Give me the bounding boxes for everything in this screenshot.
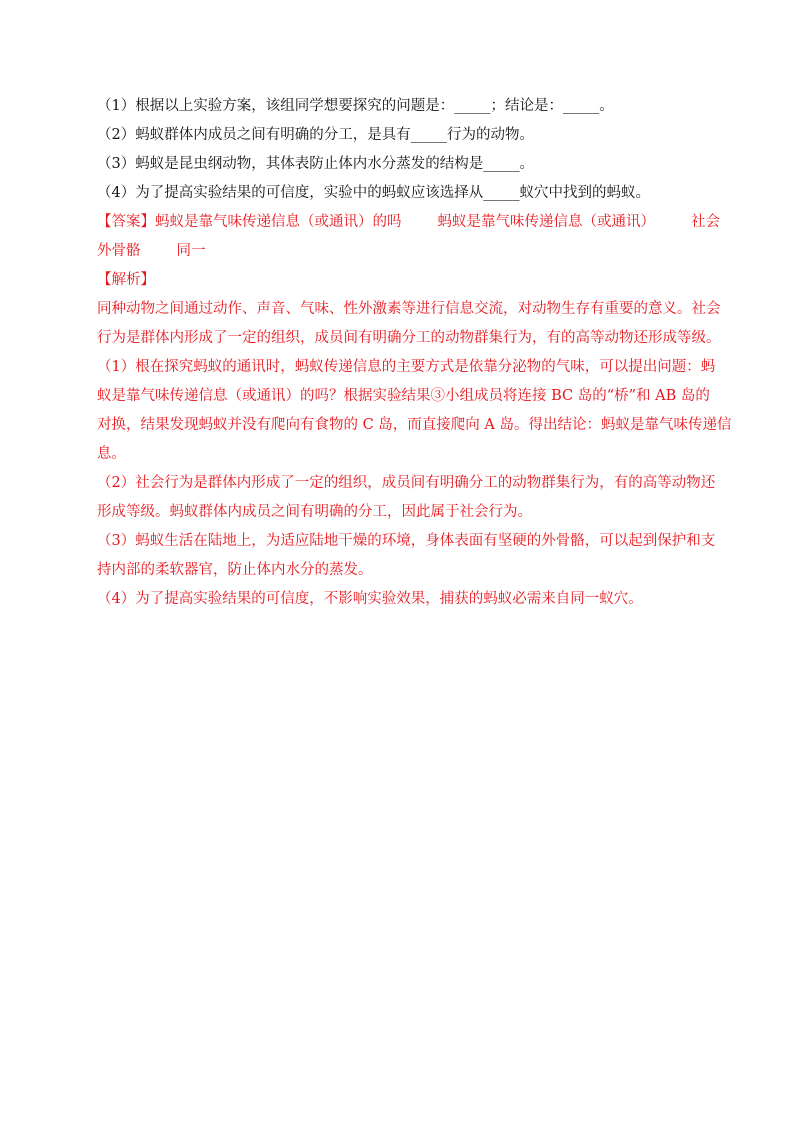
answer-label: 【答案】 xyxy=(97,214,155,230)
answer-item-1: 蚂蚁是靠气味传递信息（或通讯）的吗 xyxy=(155,214,402,230)
analysis-p2-line-2: 形成等级。蚂蚁群体内成员之间有明确的分工，因此属于社会行为。 xyxy=(97,504,532,520)
analysis-intro-line-1: 同种动物之间通过动作、声音、气味、性外激素等进行信息交流，对动物生存有重要的意义。社会 xyxy=(97,301,721,317)
analysis-label: 【解析】 xyxy=(97,272,155,288)
analysis-p1-line-4: 息。 xyxy=(97,446,126,462)
document-content xyxy=(97,96,732,618)
answer-line-2 xyxy=(97,241,709,261)
analysis-intro-line-2: 行为是群体内形成了一定的组织，成员间有明确分工的动物群集行为，有的高等动物还形成等级。 xyxy=(97,330,721,346)
question-3: （3）蚂蚁是昆虫纲动物，其体表防止体内水分蒸发的结构是_____。 xyxy=(97,156,534,172)
analysis-p3-line-2: 持内部的柔软器官，防止体内水分的蒸发。 xyxy=(97,562,373,578)
analysis-p1-line-3: 对换，结果发现蚂蚁并没有爬向有食物的 C 岛，而直接爬向 A 岛。得出结论：蚂蚁是靠气味传递信 xyxy=(97,417,732,433)
question-1: （1）根据以上实验方案，该组同学想要探究的问题是：_____；结论是：_____。 xyxy=(97,98,614,114)
analysis-p2-line-1: （2）社会行为是群体内形成了一定的组织，成员间有明确分工的动物群集行为，有的高等动物还 xyxy=(97,475,716,491)
answer-line-1 xyxy=(97,212,720,232)
question-2: （2）蚂蚁群体内成员之间有明确的分工，是具有_____行为的动物。 xyxy=(97,127,534,143)
answer-item-5: 同一 xyxy=(176,243,206,259)
question-4: （4）为了提高实验结果的可信度，实验中的蚂蚁应该选择从_____蚁穴中找到的蚂蚁。 xyxy=(97,185,650,201)
answer-item-3: 社会 xyxy=(691,214,720,230)
answer-item-4: 外骨骼 xyxy=(97,243,141,259)
answer-item-2: 蚂蚁是靠气味传递信息（或通讯） xyxy=(437,214,655,230)
analysis-p3-line-1: （3）蚂蚁生活在陆地上，为适应陆地干燥的环境，身体表面有坚硬的外骨骼，可以起到保护和支 xyxy=(97,533,716,549)
analysis-p4-line-1: （4）为了提高实验结果的可信度，不影响实验效果，捕获的蚂蚁必需来自同一蚁穴。 xyxy=(97,591,643,607)
analysis-p1-line-2: 蚁是靠气味传递信息（或通讯）的吗？根据实验结果③小组成员将连接 BC 岛的“桥”和 AB 岛的 xyxy=(97,388,710,404)
analysis-p1-line-1: （1）根在探究蚂蚁的通讯时，蚂蚁传递信息的主要方式是依靠分泌物的气味，可以提出问题：蚂 xyxy=(97,359,716,375)
